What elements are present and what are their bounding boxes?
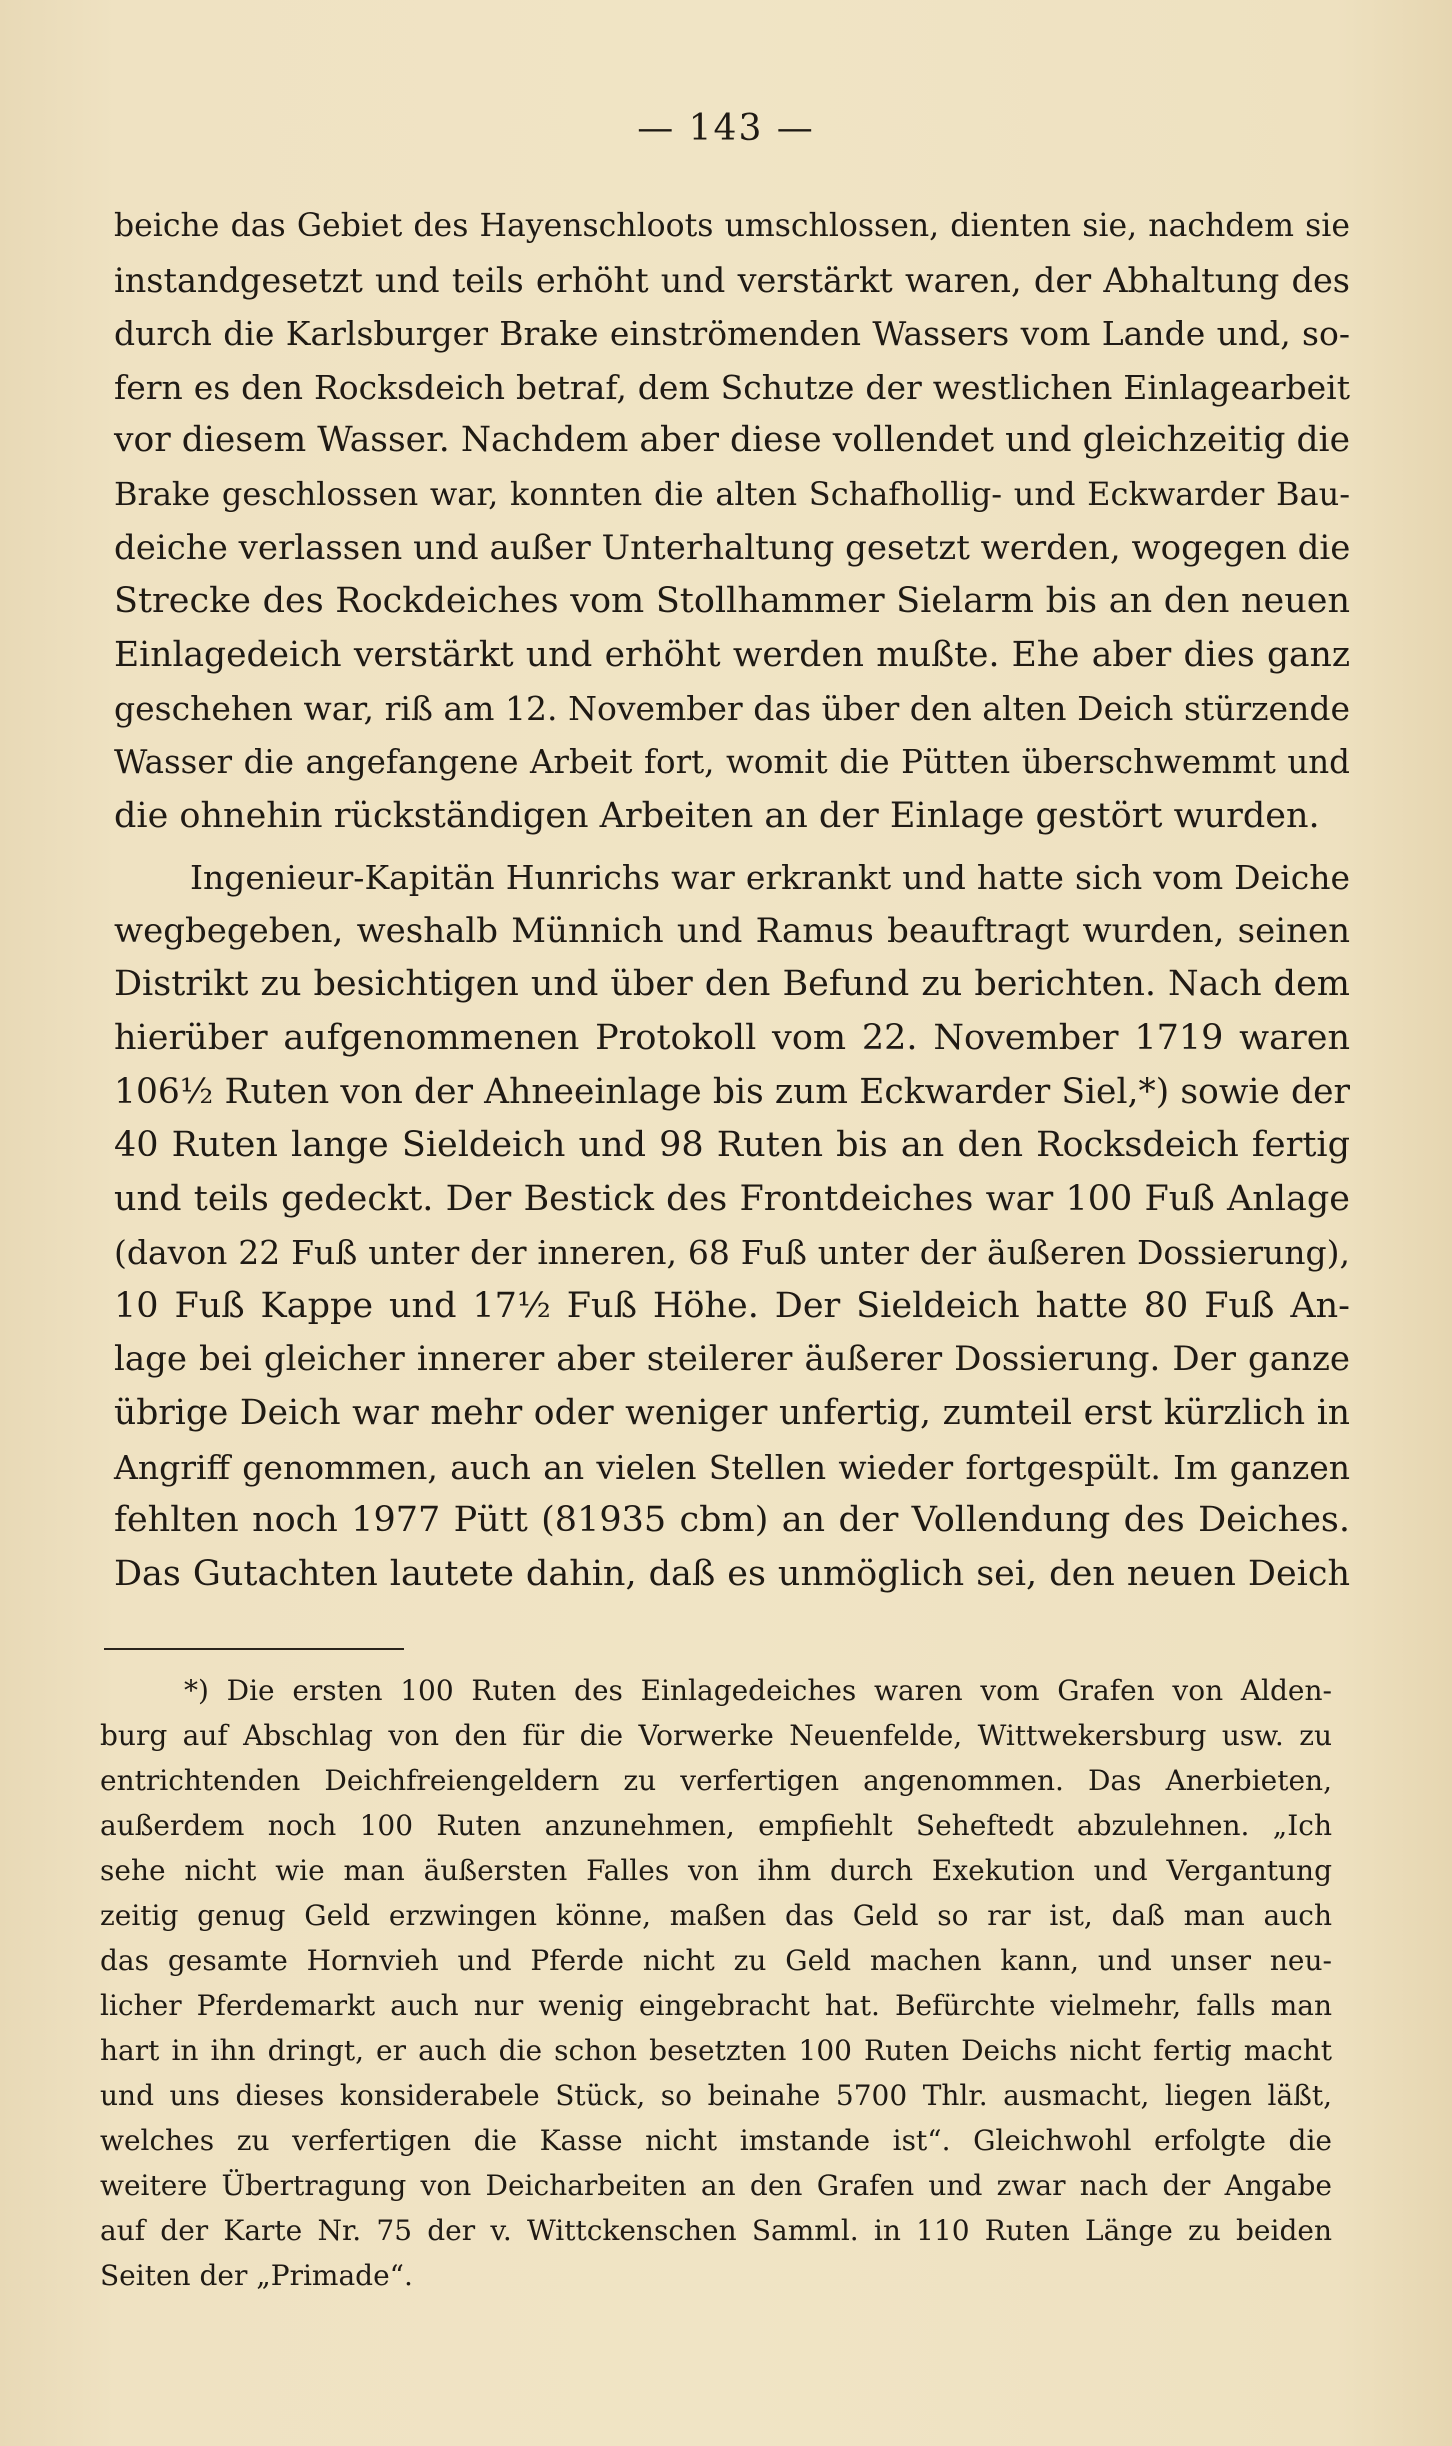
text-line: deiche verlassen und außer Unterhaltung gesetzt werden, wogegen die (114, 527, 1351, 568)
footnote-divider (104, 1648, 404, 1650)
text-line: Das Gutachten lautete dahin, daß es unmöglich sei, den neuen Deich (114, 1553, 1350, 1594)
text-line: fern es den Rocksdeich betraf, dem Schutze der westlichen Einlagearbeit (114, 367, 1350, 407)
footnote-line: auf der Karte Nr. 75 der v. Wittckenschen Samml. in 110 Ruten Länge zu beiden (100, 2214, 1332, 2247)
text-line: hierüber aufgenommenen Protokoll vom 22. November 1719 waren (114, 1017, 1350, 1058)
footnote-line: hart in ihn dringt, er auch die schon besetzten 100 Ruten Deichs nicht fertig macht (100, 2034, 1332, 2067)
text-line: Distrikt zu besichtigen und über den Befund zu berichten. Nach dem (114, 964, 1350, 1005)
text-line: instandgesetzt und teils erhöht und verstärkt waren, der Abhaltung des (114, 260, 1350, 300)
footnote-line: außerdem noch 100 Ruten anzunehmen, empfiehlt Seheftedt abzulehnen. „Ich (100, 1809, 1332, 1842)
footnote-line: welches zu verfertigen die Kasse nicht imstande ist“. Gleichwohl erfolgte die (100, 2124, 1332, 2157)
text-line: beiche das Gebiet des Hayenschloots umschlossen, dienten sie, nachdem sie (114, 208, 1350, 244)
text-line: Einlagedeich verstärkt und erhöht werden mußte. Ehe aber dies ganz (114, 634, 1350, 675)
text-line: vor diesem Wasser. Nachdem aber diese vollendet und gleichzeitig die (114, 420, 1350, 461)
footnote-line: zeitig genug Geld erzwingen könne, maßen das Geld so rar ist, daß man auch (100, 1899, 1332, 1932)
paragraph (114, 200, 1350, 843)
text-line: Angriff genommen, auch an vielen Stellen wieder fortgespült. Im ganzen (114, 1447, 1350, 1487)
text-line: Strecke des Rockdeiches vom Stollhammer Sielarm bis an den neuen (114, 581, 1350, 622)
main-text (114, 200, 1350, 1601)
footnote-line: Seiten der „Primade“. (100, 2259, 413, 2292)
text-line: Ingenieur-Kapitän Hunrichs war erkrankt und hatte sich vom Deiche (190, 858, 1350, 898)
footnote (100, 1668, 1332, 2298)
footnote-line: licher Pferdemarkt auch nur wenig eingebracht hat. Befürchte vielmehr, falls man (100, 1989, 1332, 2022)
text-line: lage bei gleicher innerer aber steilerer äußerer Dossierung. Der ganze (114, 1339, 1350, 1380)
text-line: die ohnehin rückständigen Arbeiten an der Einlage gestört wurden. (114, 795, 1320, 836)
paragraph (114, 851, 1350, 1601)
page-number: — 143 — (637, 108, 815, 149)
footnote-line: und uns dieses konsiderabele Stück, so beinahe 5700 Thlr. ausmacht, liegen läßt, (100, 2079, 1332, 2112)
text-line: (davon 22 Fuß unter der inneren, 68 Fuß unter der äußeren Dossierung), (114, 1233, 1350, 1273)
text-line: durch die Karlsburger Brake einströmenden Wassers vom Lande und, so- (114, 314, 1350, 354)
footnote-line: sehe nicht wie man äußersten Falles von ihm durch Exekution und Vergantung (100, 1854, 1332, 1887)
text-line: 106½ Ruten von der Ahneeinlage bis zum Eckwarder Siel,*) sowie der (114, 1071, 1350, 1112)
text-line: 40 Ruten lange Sieldeich und 98 Ruten bis an den Rocksdeich fertig (114, 1125, 1350, 1166)
text-line: Wasser die angefangene Arbeit fort, womit die Pütten überschwemmt und (114, 742, 1350, 781)
footnote-line: weitere Übertragung von Deicharbeiten an den Grafen und zwar nach der Angabe (100, 2169, 1332, 2202)
footnote-line: entrichtenden Deichfreiengeldern zu verfertigen angenommen. Das Anerbieten, (100, 1764, 1332, 1797)
text-line: fehlten noch 1977 Pütt (81935 cbm) an der Vollendung des Deiches. (114, 1500, 1350, 1541)
text-line: geschehen war, riß am 12. November das über den alten Deich stürzende (114, 689, 1350, 729)
text-line: wegbegeben, weshalb Münnich und Ramus beauftragt wurden, seinen (114, 910, 1350, 951)
text-line: 10 Fuß Kappe und 17½ Fuß Höhe. Der Sieldeich hatte 80 Fuß An- (114, 1285, 1350, 1326)
text-line: übrige Deich war mehr oder weniger unfertig, zumteil erst kürzlich in (114, 1393, 1350, 1434)
footnote-line: das gesamte Hornvieh und Pferde nicht zu Geld machen kann, und unser neu- (100, 1944, 1332, 1977)
text-line: Brake geschlossen war, konnten die alten Schafhollig- und Eckwarder Bau- (114, 474, 1350, 513)
text-line: und teils gedeckt. Der Bestick des Frontdeiches war 100 Fuß Anlage (114, 1178, 1350, 1219)
footnote-line: *) Die ersten 100 Ruten des Einlagedeiches waren vom Grafen von Alden- (184, 1674, 1332, 1707)
footnote-line: burg auf Abschlag von den für die Vorwerke Neuenfelde, Wittwekersburg usw. zu (100, 1719, 1332, 1752)
